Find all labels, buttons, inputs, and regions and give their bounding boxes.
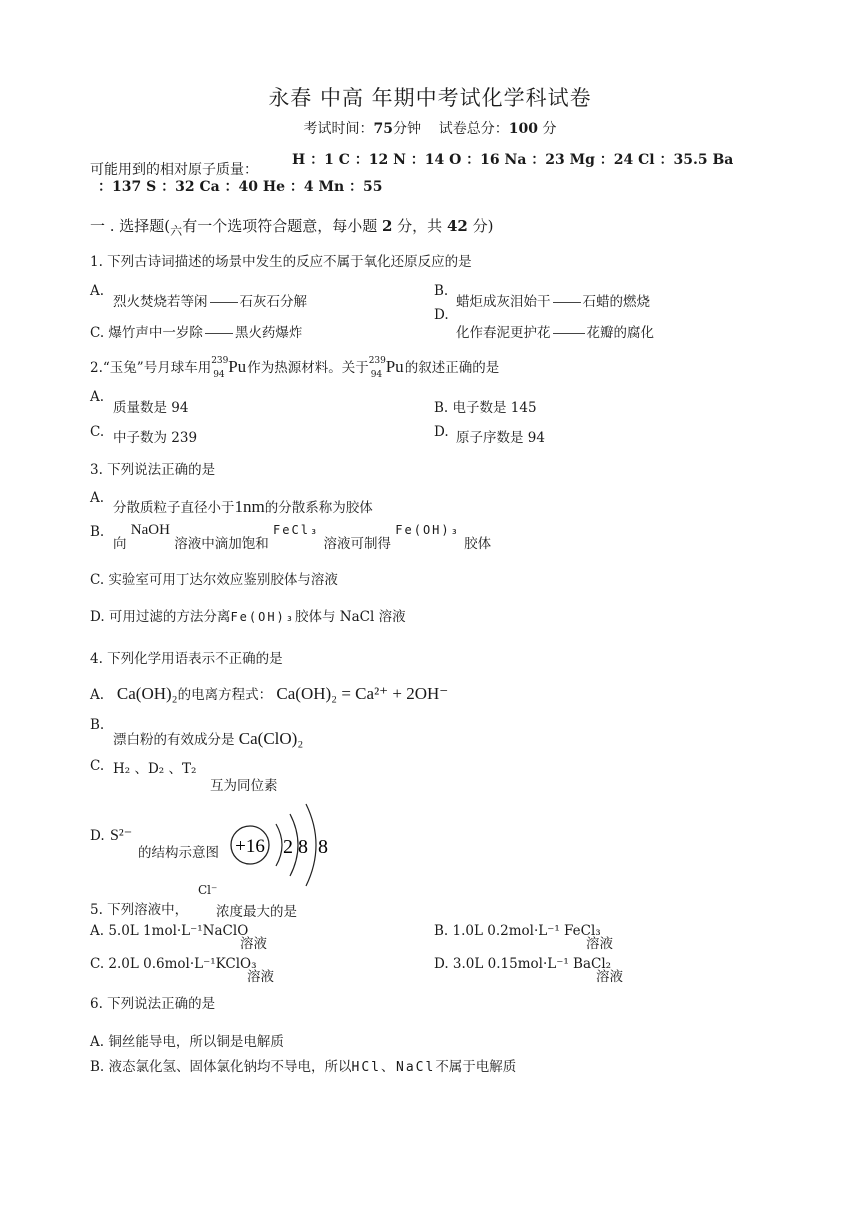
- iso-number: 94: [370, 369, 383, 380]
- blank-line: [210, 302, 238, 303]
- iso-symbol: Pu: [228, 356, 247, 376]
- atomic-mass-line1: H ：1 C ：12 N ：14 O ：16 Na ：23 Mg ：24 Cl ：35.5 Ba: [292, 152, 734, 168]
- q2-stem: [90, 356, 499, 380]
- q6-option-a: A. 铜丝能导电，所以铜是电解质: [90, 1034, 284, 1050]
- feoh3-formula: Fe(OH)₃: [230, 610, 296, 624]
- q2-option-d: 原子序数是 94: [456, 430, 545, 446]
- q1-option-a: [113, 290, 307, 310]
- q5-option-a: A. 5.0L 1mol·L⁻¹NaClO: [90, 923, 249, 939]
- q4-option-d-label: D.: [90, 828, 105, 844]
- iso-symbol: Pu: [385, 356, 404, 376]
- shell-2-electrons: 8: [298, 836, 308, 858]
- hcl-nacl-formula: HCl、NaCl: [351, 1060, 436, 1075]
- q3-option-a: [113, 496, 373, 517]
- atomic-structure-diagram: [226, 800, 346, 890]
- q2-option-a: 质量数是 94: [113, 400, 189, 416]
- sulfide-ion: S²⁻: [110, 827, 133, 844]
- q4-option-c-text: 互为同位素: [210, 778, 278, 794]
- q6-stem: 6. 下列说法正确的是: [90, 996, 216, 1012]
- q6-b-post: 不属于电解质: [435, 1059, 517, 1075]
- q4-a-mid: 的电离方程式：: [177, 687, 273, 703]
- q1-b-text2: 石蜡的燃烧: [582, 294, 650, 310]
- q1-option-d-label: D.: [434, 307, 449, 323]
- q3-option-b-label: B.: [90, 524, 105, 540]
- feoh3-formula: Fe(OH)₃: [395, 523, 460, 537]
- electron-shell-1: [276, 824, 282, 866]
- section-heading-pre: 一 . 选择题(: [90, 217, 171, 235]
- q4-option-d-text: 的结构示意图: [138, 845, 219, 861]
- q5-stem-pre: 5. 下列溶液中，: [90, 902, 189, 918]
- q4-b-pre: 漂白粉的有效成分是: [113, 732, 235, 748]
- q1-option-b-label: B.: [434, 283, 449, 299]
- q5-option-b: B. 1.0L 0.2mol·L⁻¹ FeCl₃: [434, 923, 601, 939]
- q3-a-post: 的分散系称为胶体: [264, 500, 373, 516]
- q5-option-d-solution: 溶液: [596, 969, 623, 985]
- q3-b-pre: 向: [113, 536, 127, 552]
- blank-line: [205, 333, 233, 334]
- q6-b-pre: B. 液态氯化氢、固体氯化钠均不导电，所以: [90, 1059, 352, 1075]
- q3-d-post: 胶体与 NaCl 溶液: [295, 609, 406, 625]
- q2-option-c-label: C.: [90, 424, 105, 440]
- caoh2-formula: Ca(OH)₂: [116, 684, 178, 703]
- section-heading: [90, 215, 493, 239]
- q4-stem: 4. 下列化学用语表示不正确的是: [90, 651, 283, 667]
- section-heading-per: 2: [381, 217, 393, 235]
- q2-option-a-label: A.: [90, 389, 105, 405]
- q6-option-b: [90, 1055, 516, 1075]
- q4-option-c-formula: H₂ 、D₂ 、T₂: [113, 761, 197, 777]
- q1-b-text1: 蜡炬成灰泪始干: [456, 294, 551, 310]
- q1-d-text1: 化作春泥更护花: [456, 325, 551, 341]
- section-heading-post: 分): [467, 217, 494, 235]
- score-unit: 分: [542, 121, 557, 137]
- q3-option-d: [90, 605, 406, 625]
- iso-number: 94: [213, 369, 225, 380]
- q3-b-mid1: 溶液中滴加饱和: [174, 536, 269, 552]
- q2-option-d-label: D.: [434, 424, 449, 440]
- q2-option-b: B. 电子数是 145: [434, 400, 537, 416]
- blank-line: [553, 333, 585, 334]
- iso-mass: 239: [368, 355, 386, 366]
- score-value: 100: [508, 121, 539, 137]
- chloride-ion: Cl⁻: [198, 883, 218, 897]
- q5-option-c: C. 2.0L 0.6mol·L⁻¹KClO₃: [90, 956, 257, 972]
- q1-d-text2: 花瓣的腐化: [586, 325, 654, 341]
- q2-stem-part1: “玉兔”号月球车用: [102, 360, 212, 376]
- time-label: 考试时间：: [303, 121, 374, 137]
- q1-option-a-label: A.: [90, 283, 105, 299]
- q5-stem-post: 浓度最大的是: [216, 904, 297, 920]
- q1-c-text2: 黑火药爆炸: [234, 325, 303, 341]
- q3-a-unit: 1nm: [234, 497, 265, 516]
- q5-option-a-solution: 溶液: [240, 936, 267, 952]
- q1-option-b: [456, 290, 650, 310]
- q2-stem-part3: 的叙述正确的是: [404, 360, 500, 376]
- q4-option-a: [90, 683, 448, 704]
- q3-option-c: C. 实验室可用丁达尔效应鉴别胶体与溶液: [90, 572, 338, 588]
- section-heading-total: 42: [446, 217, 468, 235]
- exam-title: 永春 中高 年期中考试化学科试卷: [268, 86, 592, 110]
- section-heading-mid: 有一个选项符合题意，每小题: [182, 217, 382, 235]
- nucleus-charge: +16: [235, 836, 265, 857]
- q4-option-c-label: C.: [90, 758, 105, 774]
- q2-stem-part2: 作为热源材料。关于: [247, 360, 369, 376]
- caclo2-formula: Ca(ClO)₂: [238, 729, 304, 748]
- shell-1-electrons: 2: [283, 836, 293, 858]
- q1-option-d: [456, 321, 654, 341]
- q2-option-c: 中子数为 239: [113, 430, 198, 446]
- ionization-equation: Ca(OH)₂ = Ca²⁺ + 2OH⁻: [276, 684, 449, 703]
- q4-option-b: [113, 728, 303, 749]
- q3-b-post: 胶体: [464, 536, 492, 552]
- q3-stem: 3. 下列说法正确的是: [90, 462, 216, 478]
- q1-stem: 1. 下列古诗词描述的场景中发生的反应不属于氧化还原反应的是: [90, 254, 472, 270]
- atomic-mass-label: 可能用到的相对原子质量：: [90, 162, 258, 178]
- q1-a-text1: 烈火焚烧若等闲: [113, 294, 208, 310]
- q1-a-text2: 石灰石分解: [239, 294, 307, 310]
- shell-3-electrons: 8: [318, 836, 328, 858]
- time-unit: 分钟: [392, 121, 421, 137]
- fecl3-formula: FeCl₃: [273, 523, 320, 537]
- q1-c-text1: C. 爆竹声中一岁除: [90, 325, 203, 341]
- score-label: 试卷总分：: [438, 121, 509, 137]
- blank-line: [553, 302, 581, 303]
- q3-option-b: [113, 522, 491, 552]
- q5-option-c-solution: 溶液: [247, 969, 274, 985]
- pu-isotope: [368, 355, 405, 380]
- q5-option-d: D. 3.0L 0.15mol·L⁻¹ BaCl₂: [434, 956, 612, 972]
- q3-option-a-label: A.: [90, 490, 105, 506]
- q5-option-b-solution: 溶液: [586, 936, 613, 952]
- time-value: 75: [373, 121, 393, 137]
- q4-a-label: A.: [90, 687, 105, 703]
- q3-d-pre: D. 可用过滤的方法分离: [90, 609, 231, 625]
- naoh-formula: NaOH: [130, 522, 170, 538]
- section-heading-sub: 六: [170, 224, 183, 238]
- q2-num: 2.: [90, 360, 103, 376]
- q3-a-pre: 分散质粒子直径小于: [113, 500, 235, 516]
- exam-subtitle: [0, 118, 860, 138]
- q4-option-b-label: B.: [90, 717, 105, 733]
- pu-isotope: [211, 355, 247, 380]
- section-heading-mid2: 分，共: [392, 217, 447, 235]
- iso-mass: 239: [211, 355, 229, 366]
- q1-option-c: [90, 321, 302, 341]
- q3-b-mid2: 溶液可制得: [323, 536, 391, 552]
- atomic-mass-line2: ：137 S ：32 Ca ：40 He ：4 Mn ：55: [98, 179, 383, 195]
